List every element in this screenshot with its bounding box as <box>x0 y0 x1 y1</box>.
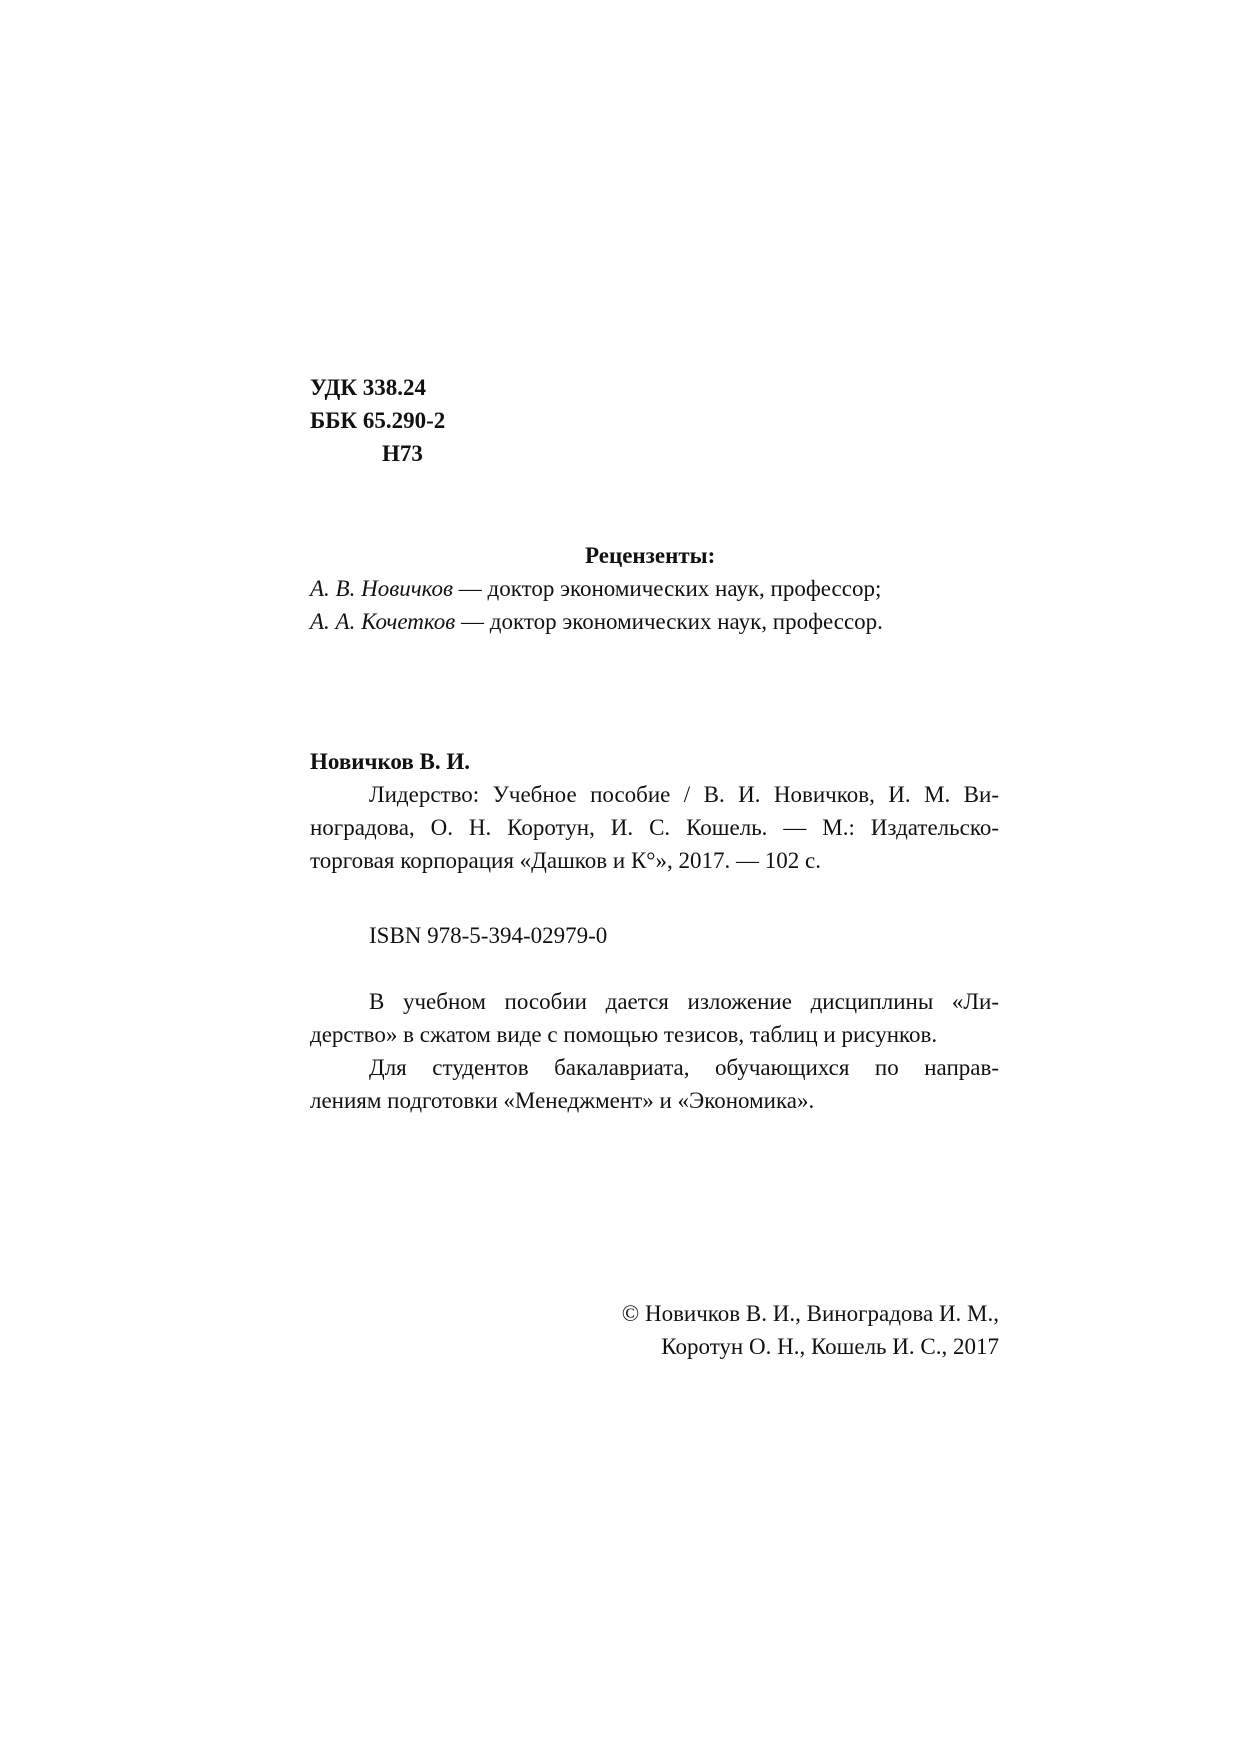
reviewer-item <box>310 572 999 605</box>
bbk-code: ББК 65.290-2 <box>310 408 446 433</box>
reviewer-name: А. А. Кочетков <box>310 609 456 634</box>
reviewer-description: — доктор экономических наук, профессор. <box>455 609 883 634</box>
classification-block <box>310 371 999 470</box>
annotation-line: Для студентов бакалавриата, обучающихся по направ- <box>369 1055 999 1080</box>
reviewers-block <box>310 539 999 638</box>
record-author: Новичков В. И. <box>310 749 470 774</box>
author-mark: Н73 <box>382 441 423 466</box>
copyright-line: © Новичков В. И., Виноградова И. М., <box>621 1301 999 1326</box>
record-line: Лидерство: Учебное пособие / В. И. Новичков, И. М. Ви- <box>369 782 999 807</box>
reviewer-description: — доктор экономических наук, профессор; <box>453 576 882 601</box>
annotation-line: дерство» в сжатом виде с помощью тезисов, таблиц и рисунков. <box>310 1022 938 1047</box>
isbn-block <box>310 919 999 952</box>
reviewer-name: А. В. Новичков <box>310 576 454 601</box>
annotation-block <box>310 985 999 1117</box>
isbn-number: ISBN 978-5-394-02979-0 <box>369 923 608 948</box>
bibliographic-record <box>310 745 999 877</box>
udc-code: УДК 338.24 <box>310 375 427 400</box>
record-line: торговая корпорация «Дашков и К°», 2017. — 102 с. <box>310 848 821 873</box>
reviewer-item <box>310 605 999 638</box>
copyright-line: Коротун О. Н., Кошель И. С., 2017 <box>661 1334 999 1359</box>
annotation-line: лениям подготовки «Менеджмент» и «Экономика». <box>310 1088 815 1113</box>
reviewers-heading: Рецензенты: <box>585 543 716 568</box>
record-line: ноградова, О. Н. Коротун, И. С. Кошель. — М.: Издательско- <box>310 815 999 840</box>
copyright-block <box>310 1297 999 1363</box>
annotation-line: В учебном пособии дается изложение дисциплины «Ли- <box>369 989 999 1014</box>
